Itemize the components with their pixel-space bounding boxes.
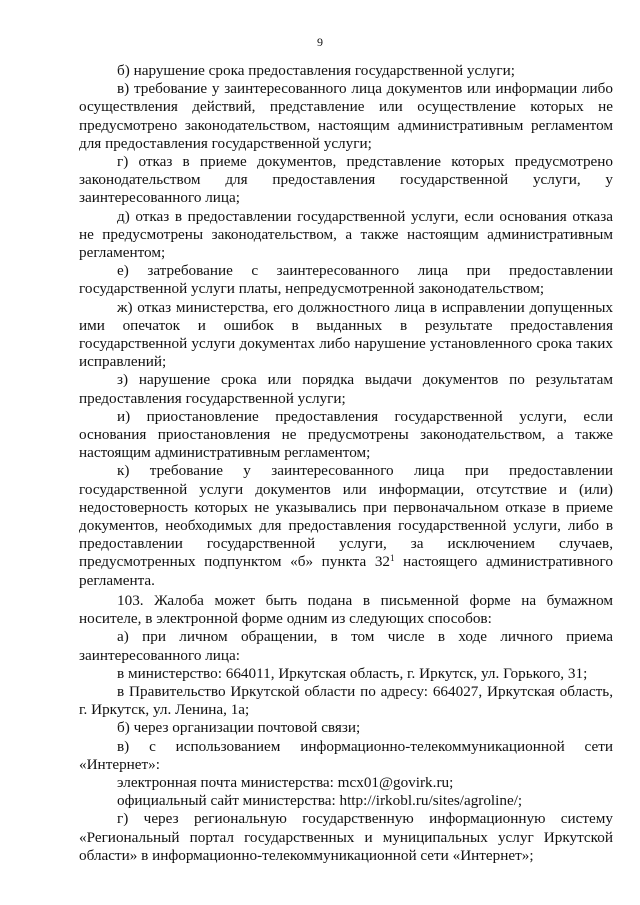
paragraph-item-k [79, 462, 613, 589]
paragraph-item-g: г) отказ в приеме документов, представление которых предусмотрено законодательством для предоставления государственной услуги, у заинтересованного лица; [79, 153, 613, 207]
paragraph-item-z: з) нарушение срока или порядка выдачи документов по результатам предоставления государственной услуги; [79, 371, 613, 407]
paragraph-item-zh: ж) отказ министерства, его должностного лица в исправлении допущенных ими опечаток и ошибок в выданных в результате предоставления государственной услуги документах либо нарушение установленного срока таких исправлений; [79, 298, 613, 371]
paragraph-method-b: б) через организации почтовой связи; [117, 719, 361, 737]
paragraph-method-g: г) через региональную государственную информационную систему «Региональный портал государственных и муниципальных услуг Иркутской области» в информационно-телекоммуникационной сети «Интернет»; [79, 810, 613, 864]
paragraph-item-k-tail: настоящего административного регламента. [79, 553, 613, 589]
paragraph-method-v: в) с использованием информационно-телекоммуникационной сети «Интернет»: [79, 737, 613, 773]
paragraph-method-a: а) при личном обращении, в том числе в ходе личного приема заинтересованного лица: [79, 628, 613, 664]
paragraph-website: официальный сайт министерства: http://irkobl.ru/sites/agroline/; [117, 792, 523, 810]
paragraph-103: 103. Жалоба может быть подана в письменной форме на бумажном носителе, в электронной форме одним из следующих способов: [79, 591, 613, 628]
paragraph-item-d: д) отказ в предоставлении государственной услуги, если основания отказа не предусмотрены законодательством, а также настоящим административным регламентом; [79, 207, 613, 262]
document-body [79, 62, 613, 865]
paragraph-email: электронная почта министерства: mcx01@govirk.ru; [117, 773, 454, 791]
footnote-superscript: 1 [390, 553, 395, 564]
paragraph-item-e: е) затребование с заинтересованного лица при предоставлении государственной услуги платы, непредусмотренной законодательством; [79, 262, 613, 298]
paragraph-ministry-address: в министерство: 664011, Иркутская область, г. Иркутск, ул. Горького, 31; [117, 664, 588, 682]
page-number: 9 [317, 35, 323, 49]
paragraph-government-address: в Правительство Иркутской области по адресу: 664027, Иркутская область, г. Иркутск, ул. Ленина, 1а; [79, 682, 613, 719]
paragraph-item-v: в) требование у заинтересованного лица документов или информации либо осуществления действий, представление или осуществление которых не предусмотрено законодательством, настоящим административным регламентом для предоставления государственной услуги; [79, 80, 613, 152]
paragraph-item-k-text: к) требование у заинтересованного лица при предоставлении государственной услуги документов или информации, отсутствие и (или) недостоверность которых не указывались при первоначальном отказе в приеме документов, необходимых для предоставления государственной услуги, либо в предоставлении государственной услуги, за исключением случаев, предусмотренных подпунктом «б» пункта 32 [79, 462, 613, 571]
paragraph-item-b: б) нарушение срока предоставления государственной услуги; [117, 62, 515, 79]
paragraph-item-i: и) приостановление предоставления государственной услуги, если основания приостановления не предусмотрены законодательством, а также настоящим административным регламентом; [79, 407, 613, 462]
